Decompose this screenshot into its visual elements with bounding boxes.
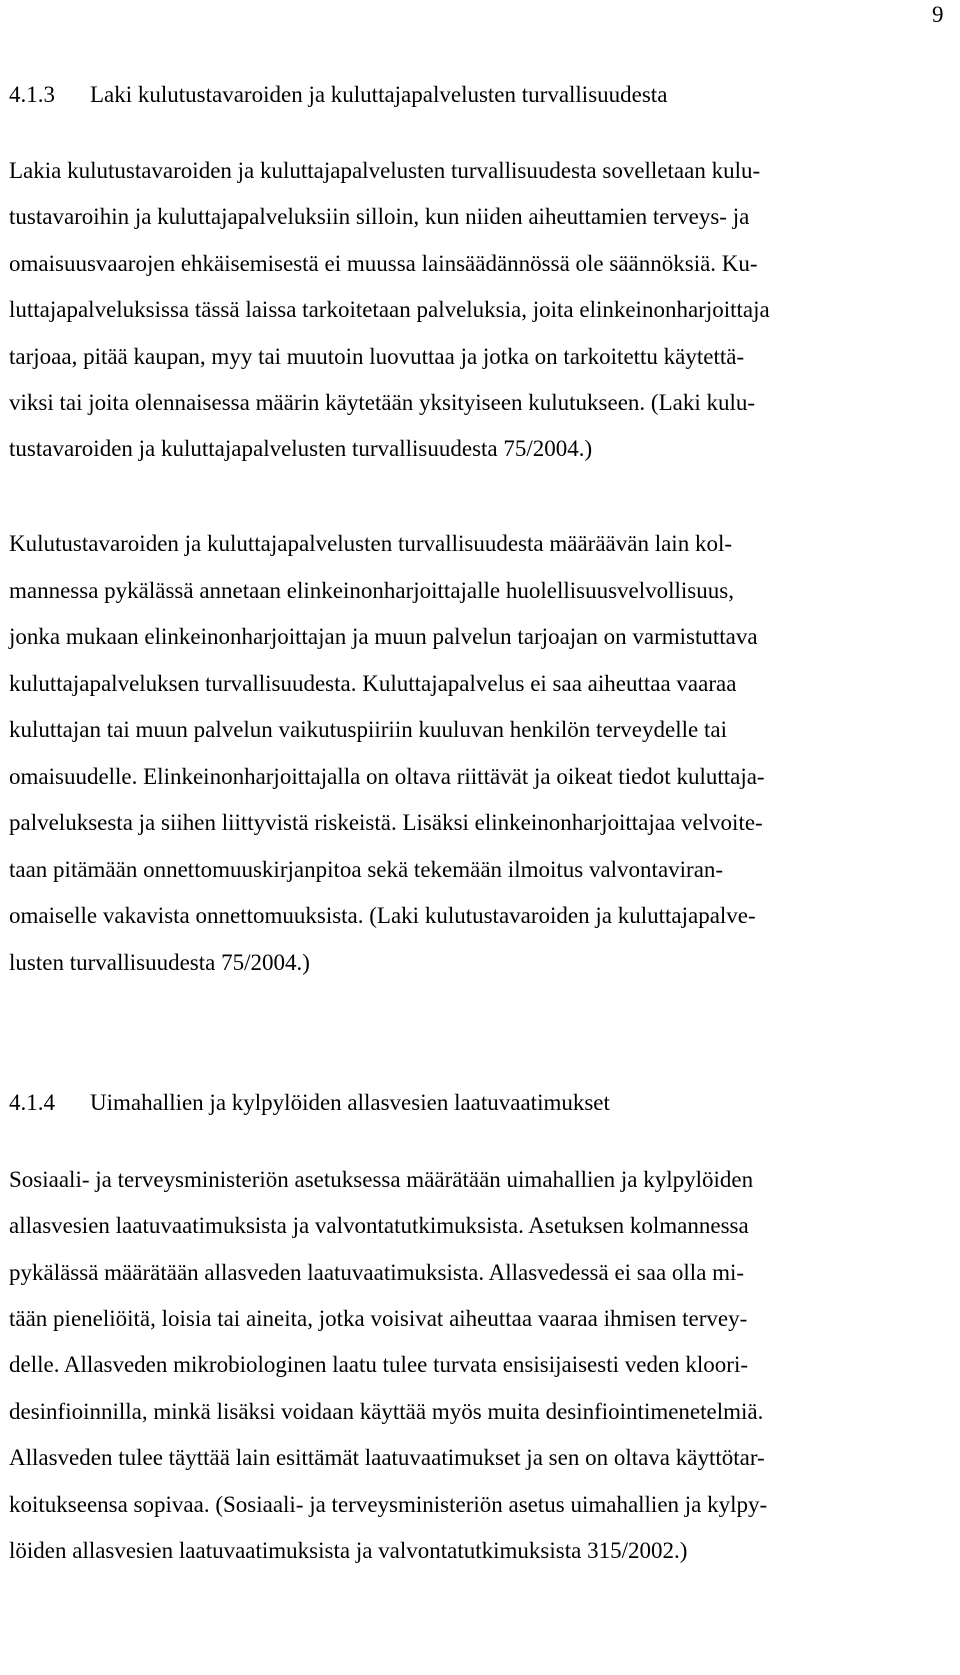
text-line: tustavaroihin ja kuluttajapalveluksiin silloin, kun niiden aiheuttamien terveys- ja [9,204,750,229]
section-title: Laki kulutustavaroiden ja kuluttajapalvelusten turvallisuudesta [90,82,668,107]
text-line: taan pitämään onnettomuuskirjanpitoa sekä tekemään ilmoitus valvontaviran- [9,857,724,882]
text-line: viksi tai joita olennaisessa määrin käytetään yksityiseen kulutukseen. (Laki kulu- [9,390,756,415]
page-number: 9 [932,2,944,27]
text-line: delle. Allasveden mikrobiologinen laatu tulee turvata ensisijaisesti veden kloori- [9,1352,748,1377]
text-line: Lakia kulutustavaroiden ja kuluttajapalvelusten turvallisuudesta sovelletaan kulu- [9,158,761,183]
text-line: palveluksesta ja siihen liittyvistä riskeistä. Lisäksi elinkeinonharjoittajaa velvoite- [9,810,763,835]
text-line: omaisuusvaarojen ehkäisemisestä ei muussa lainsäädännössä ole säännöksiä. Ku- [9,251,758,276]
section-heading [9,80,667,110]
text-line: tään pieneliöitä, loisia tai aineita, jotka voisivat aiheuttaa vaaraa ihmisen tervey- [9,1306,748,1331]
text-line: omaisuudelle. Elinkeinonharjoittajalla on oltava riittävät ja oikeat tiedot kuluttaja- [9,764,765,789]
text-line: tarjoaa, pitää kaupan, myy tai muutoin luovuttaa ja jotka on tarkoitettu käytettä- [9,344,745,369]
section-title: Uimahallien ja kylpylöiden allasvesien laatuvaatimukset [90,1090,610,1115]
text-line: koitukseensa sopivaa. (Sosiaali- ja terveysministeriön asetus uimahallien ja kylpy- [9,1492,768,1517]
text-line: kuluttajan tai muun palvelun vaikutuspiiriin kuuluvan henkilön terveydelle tai [9,717,727,742]
text-line: Sosiaali- ja terveysministeriön asetuksessa määrätään uimahallien ja kylpylöiden [9,1167,754,1192]
text-line: kuluttajapalveluksen turvallisuudesta. Kuluttajapalvelus ei saa aiheuttaa vaaraa [9,671,737,696]
text-line: desinfioinnilla, minkä lisäksi voidaan käyttää myös muita desinfiointimenetelmiä. [9,1399,764,1424]
text-line: löiden allasvesien laatuvaatimuksista ja valvontatutkimuksista 315/2002.) [9,1538,688,1563]
text-line: omaiselle vakavista onnettomuuksista. (Laki kulutustavaroiden ja kuluttajapalve- [9,903,756,928]
text-line: mannessa pykälässä annetaan elinkeinonharjoittajalle huolellisuusvelvollisuus, [9,578,734,603]
text-line: Kulutustavaroiden ja kuluttajapalvelusten turvallisuudesta määräävän lain kol- [9,531,732,556]
text-line: allasvesien laatuvaatimuksista ja valvontatutkimuksista. Asetuksen kolmannessa [9,1213,749,1238]
text-line: tustavaroiden ja kuluttajapalvelusten turvallisuudesta 75/2004.) [9,436,593,461]
text-line: lusten turvallisuudesta 75/2004.) [9,950,310,975]
section-heading [9,1088,610,1118]
text-line: pykälässä määrätään allasveden laatuvaatimuksista. Allasvedessä ei saa olla mi- [9,1260,745,1285]
text-line: Allasveden tulee täyttää lain esittämät laatuvaatimukset ja sen on oltava käyttötar- [9,1445,765,1470]
text-line: jonka mukaan elinkeinonharjoittajan ja muun palvelun tarjoajan on varmistuttava [9,624,758,649]
section-number: 4.1.3 [9,82,55,107]
section-number: 4.1.4 [9,1090,55,1115]
text-line: luttajapalveluksissa tässä laissa tarkoitetaan palveluksia, joita elinkeinonharjoittaja [9,297,770,322]
